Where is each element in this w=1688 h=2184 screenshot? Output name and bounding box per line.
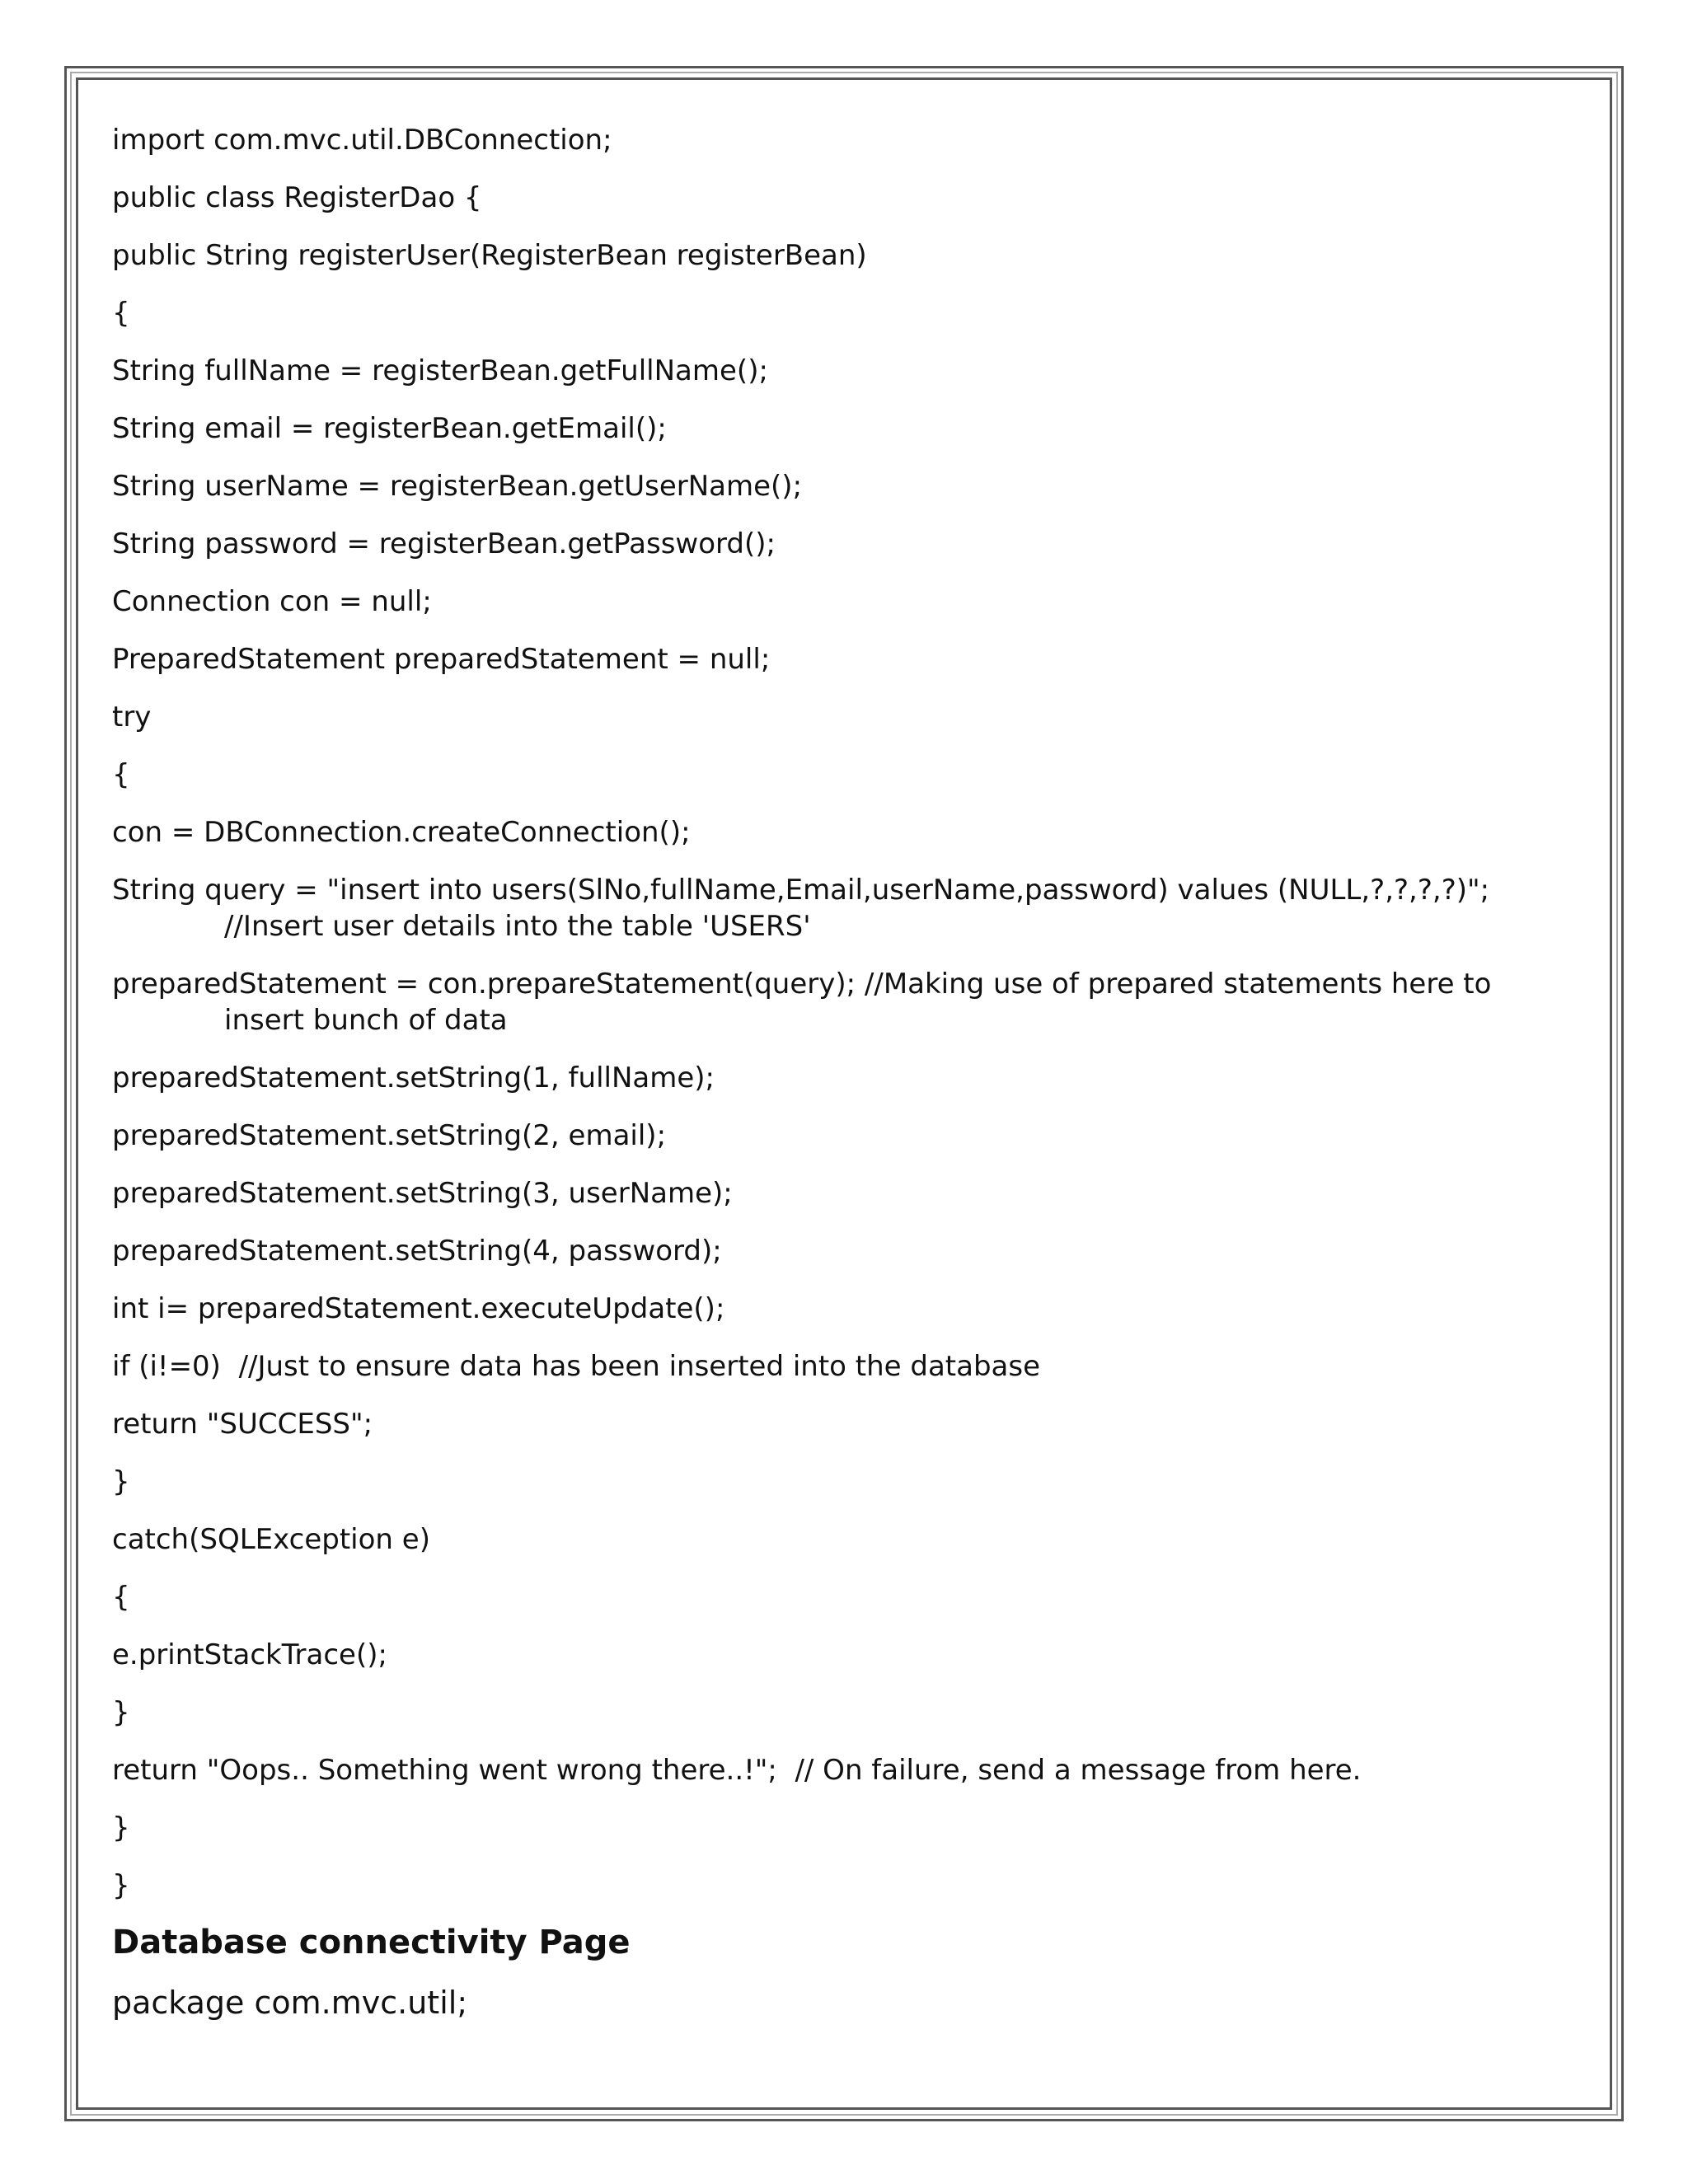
code-line: public String registerUser(RegisterBean registerBean) [112, 239, 867, 272]
section-heading: Database connectivity Page [112, 1924, 631, 1961]
code-line: } [112, 1811, 130, 1844]
code-line: public class RegisterDao { [112, 181, 482, 214]
code-line: String fullName = registerBean.getFullName(); [112, 354, 768, 387]
code-line: e.printStackTrace(); [112, 1638, 387, 1671]
code-line: Connection con = null; [112, 585, 432, 618]
code-line: int i= preparedStatement.executeUpdate(); [112, 1292, 725, 1325]
package-declaration: package com.mvc.util; [112, 1985, 468, 2021]
code-line-continuation: insert bunch of data [224, 1004, 508, 1037]
code-line: { [112, 297, 130, 330]
code-line: catch(SQLException e) [112, 1523, 430, 1556]
code-line: String userName = registerBean.getUserName(); [112, 470, 803, 503]
code-line: String password = registerBean.getPassword(); [112, 527, 776, 560]
code-line: return "Oops.. Something went wrong there..!"; // On failure, send a message from here. [112, 1754, 1362, 1787]
code-line: } [112, 1696, 130, 1729]
code-line: preparedStatement.setString(3, userName); [112, 1177, 733, 1210]
code-line: String email = registerBean.getEmail(); [112, 412, 667, 445]
code-line: } [112, 1465, 130, 1498]
code-line: preparedStatement.setString(2, email); [112, 1119, 667, 1152]
code-line: PreparedStatement preparedStatement = null; [112, 643, 771, 676]
code-line: con = DBConnection.createConnection(); [112, 816, 691, 849]
code-line-continuation: //Insert user details into the table 'USERS' [224, 910, 811, 943]
code-line: preparedStatement.setString(4, password); [112, 1235, 722, 1268]
code-line: return "SUCCESS"; [112, 1408, 373, 1441]
code-line: import com.mvc.util.DBConnection; [112, 124, 612, 157]
code-line: { [112, 758, 130, 791]
code-line: } [112, 1869, 130, 1902]
code-line: preparedStatement = con.prepareStatement(query); //Making use of prepared statements here to [112, 968, 1492, 1001]
code-line: String query = "insert into users(SlNo,fullName,Email,userName,password) values (NULL,?,?,?,?)"; [112, 874, 1490, 907]
code-line: preparedStatement.setString(1, fullName); [112, 1062, 715, 1094]
code-line: { [112, 1581, 130, 1614]
code-line: try [112, 701, 152, 733]
code-line: if (i!=0) //Just to ensure data has been inserted into the database [112, 1350, 1041, 1383]
